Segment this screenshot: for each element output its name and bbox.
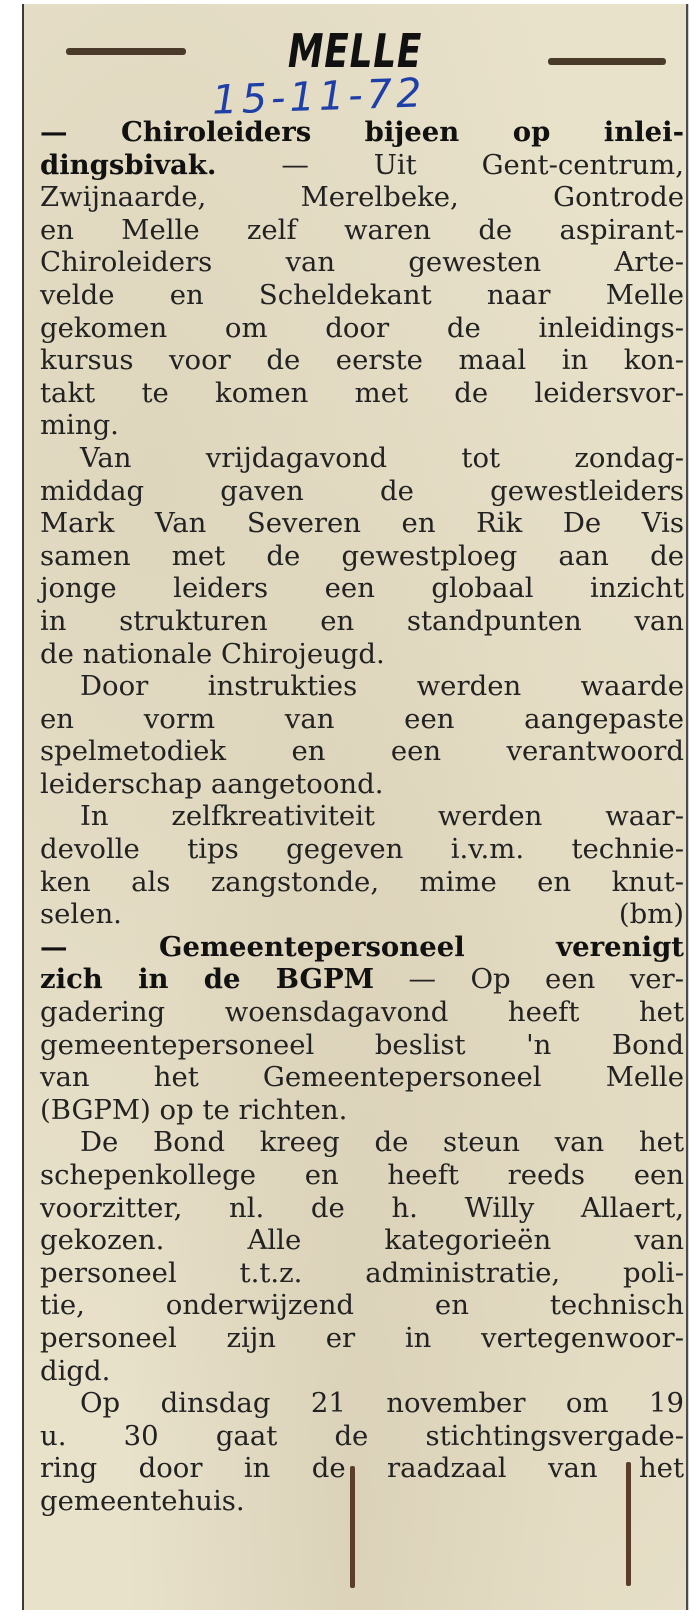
body-text: gadering woensdagavond heeft het xyxy=(40,996,684,1029)
body-text: selen. xyxy=(40,898,122,931)
body-text: Zwijnaarde, Merelbeke, Gontrode xyxy=(40,181,684,214)
masthead-title: MELLE xyxy=(287,24,423,78)
body-text: en vorm van een aangepaste xyxy=(40,702,684,735)
article-line xyxy=(40,1029,684,1062)
body-text: De Bond kreeg de steun van het xyxy=(80,1126,684,1159)
body-text: gekomen om door de inleidings- xyxy=(40,311,684,344)
body-text: leiderschap aangetoond. xyxy=(40,767,384,800)
headline-text: zich in de BGPM xyxy=(40,963,375,996)
body-text: devolle tips gegeven i.v.m. technie- xyxy=(40,833,684,866)
article-line xyxy=(40,931,684,964)
article-line xyxy=(40,898,684,931)
body-text: u. 30 gaat de stichtingsvergade- xyxy=(40,1419,684,1452)
handwritten-date: 15-11-72 xyxy=(211,70,427,124)
headline-text: — Gemeentepersoneel verenigt xyxy=(40,930,684,963)
article-line xyxy=(40,1485,684,1518)
article-line xyxy=(40,703,684,736)
article-line xyxy=(40,344,684,377)
article-line xyxy=(40,1224,684,1257)
article-line xyxy=(40,1387,684,1420)
body-text: In zelfkreativiteit werden waar- xyxy=(80,800,684,833)
body-text: ming. xyxy=(40,409,119,442)
article-line xyxy=(40,833,684,866)
article-line xyxy=(40,963,684,996)
article-line xyxy=(40,572,684,605)
body-text: (BGPM) op te richten. xyxy=(40,1093,348,1126)
article-line xyxy=(40,181,684,214)
body-text: Mark Van Severen en Rik De Vis xyxy=(40,507,684,540)
body-text: takt te komen met de leidersvor- xyxy=(40,376,684,409)
article-line xyxy=(40,507,684,540)
article-line xyxy=(40,800,684,833)
article-line xyxy=(40,312,684,345)
body-text: Chiroleiders van gewesten Arte- xyxy=(40,246,684,279)
headline-text: dingsbivak. xyxy=(40,148,217,181)
article-line xyxy=(40,116,684,149)
article-line xyxy=(40,1452,684,1485)
body-text: kursus voor de eerste maal in kon- xyxy=(40,344,684,377)
body-text: schepenkollege en heeft reeds een xyxy=(40,1159,684,1191)
article-line xyxy=(40,638,684,671)
article-line xyxy=(40,214,684,247)
article-line xyxy=(40,1061,684,1094)
body-text: jonge leiders een globaal inzicht xyxy=(40,572,684,605)
body-text: personeel zijn er in vertegenwoor- xyxy=(40,1321,684,1354)
body-text: — Op een ver- xyxy=(374,963,684,996)
article-line xyxy=(40,735,684,768)
body-text: velde en Scheldekant naar Melle xyxy=(40,278,684,311)
article-line xyxy=(40,1094,684,1127)
article-body xyxy=(40,116,684,1518)
body-text: en Melle zelf waren de aspirant- xyxy=(40,213,684,246)
body-text: gemeentepersoneel beslist 'n Bond xyxy=(40,1028,684,1061)
article-line xyxy=(40,996,684,1029)
article-line xyxy=(40,1192,684,1225)
body-text: middag gaven de gewestleiders xyxy=(40,474,684,507)
body-text: ken als zangstonde, mime en knut- xyxy=(40,865,684,898)
body-text: in strukturen en standpunten van xyxy=(40,604,684,637)
article-line xyxy=(40,279,684,312)
author-initials: (bm) xyxy=(618,898,684,931)
body-text: ring door in de raadzaal van het xyxy=(40,1452,684,1485)
body-text: gekozen. Alle kategorieën van xyxy=(40,1224,684,1257)
body-text: digd. xyxy=(40,1354,111,1387)
article-line xyxy=(40,475,684,508)
article-line xyxy=(40,1126,684,1159)
article-line xyxy=(40,149,684,182)
article-line xyxy=(40,246,684,279)
article-line xyxy=(40,1289,684,1322)
article-line xyxy=(40,768,684,801)
article-line xyxy=(40,377,684,410)
body-text: Door instrukties werden waarde xyxy=(80,670,684,703)
body-text: de nationale Chirojeugd. xyxy=(40,637,385,670)
newspaper-clipping xyxy=(22,4,688,1610)
body-text: tie, onderwijzend en technisch xyxy=(40,1289,684,1322)
article-line xyxy=(40,1257,684,1290)
body-text: gemeentehuis. xyxy=(40,1484,245,1517)
body-text: samen met de gewestploeg aan de xyxy=(40,539,684,572)
body-text: personeel t.t.z. administratie, poli- xyxy=(40,1256,684,1289)
article-line xyxy=(40,442,684,475)
article-line xyxy=(40,605,684,638)
headline-text: — Chiroleiders bijeen op inlei- xyxy=(40,116,684,148)
body-text: van het Gemeentepersoneel Melle xyxy=(40,1061,684,1094)
body-text: — Uit Gent-centrum, xyxy=(216,148,684,181)
article-line xyxy=(40,866,684,899)
body-text: spelmetodiek en een verantwoord xyxy=(40,735,684,768)
body-text: Op dinsdag 21 november om 19 xyxy=(80,1387,684,1420)
body-text: voorzitter, nl. de h. Willy Allaert, xyxy=(40,1191,684,1224)
body-text: Van vrijdagavond tot zondag- xyxy=(80,441,684,474)
article-line xyxy=(40,670,684,703)
article-line xyxy=(40,1322,684,1355)
article-line xyxy=(40,409,684,442)
article-line xyxy=(40,540,684,573)
article-line xyxy=(40,1159,684,1192)
article-line xyxy=(40,1420,684,1453)
article-line xyxy=(40,1355,684,1388)
